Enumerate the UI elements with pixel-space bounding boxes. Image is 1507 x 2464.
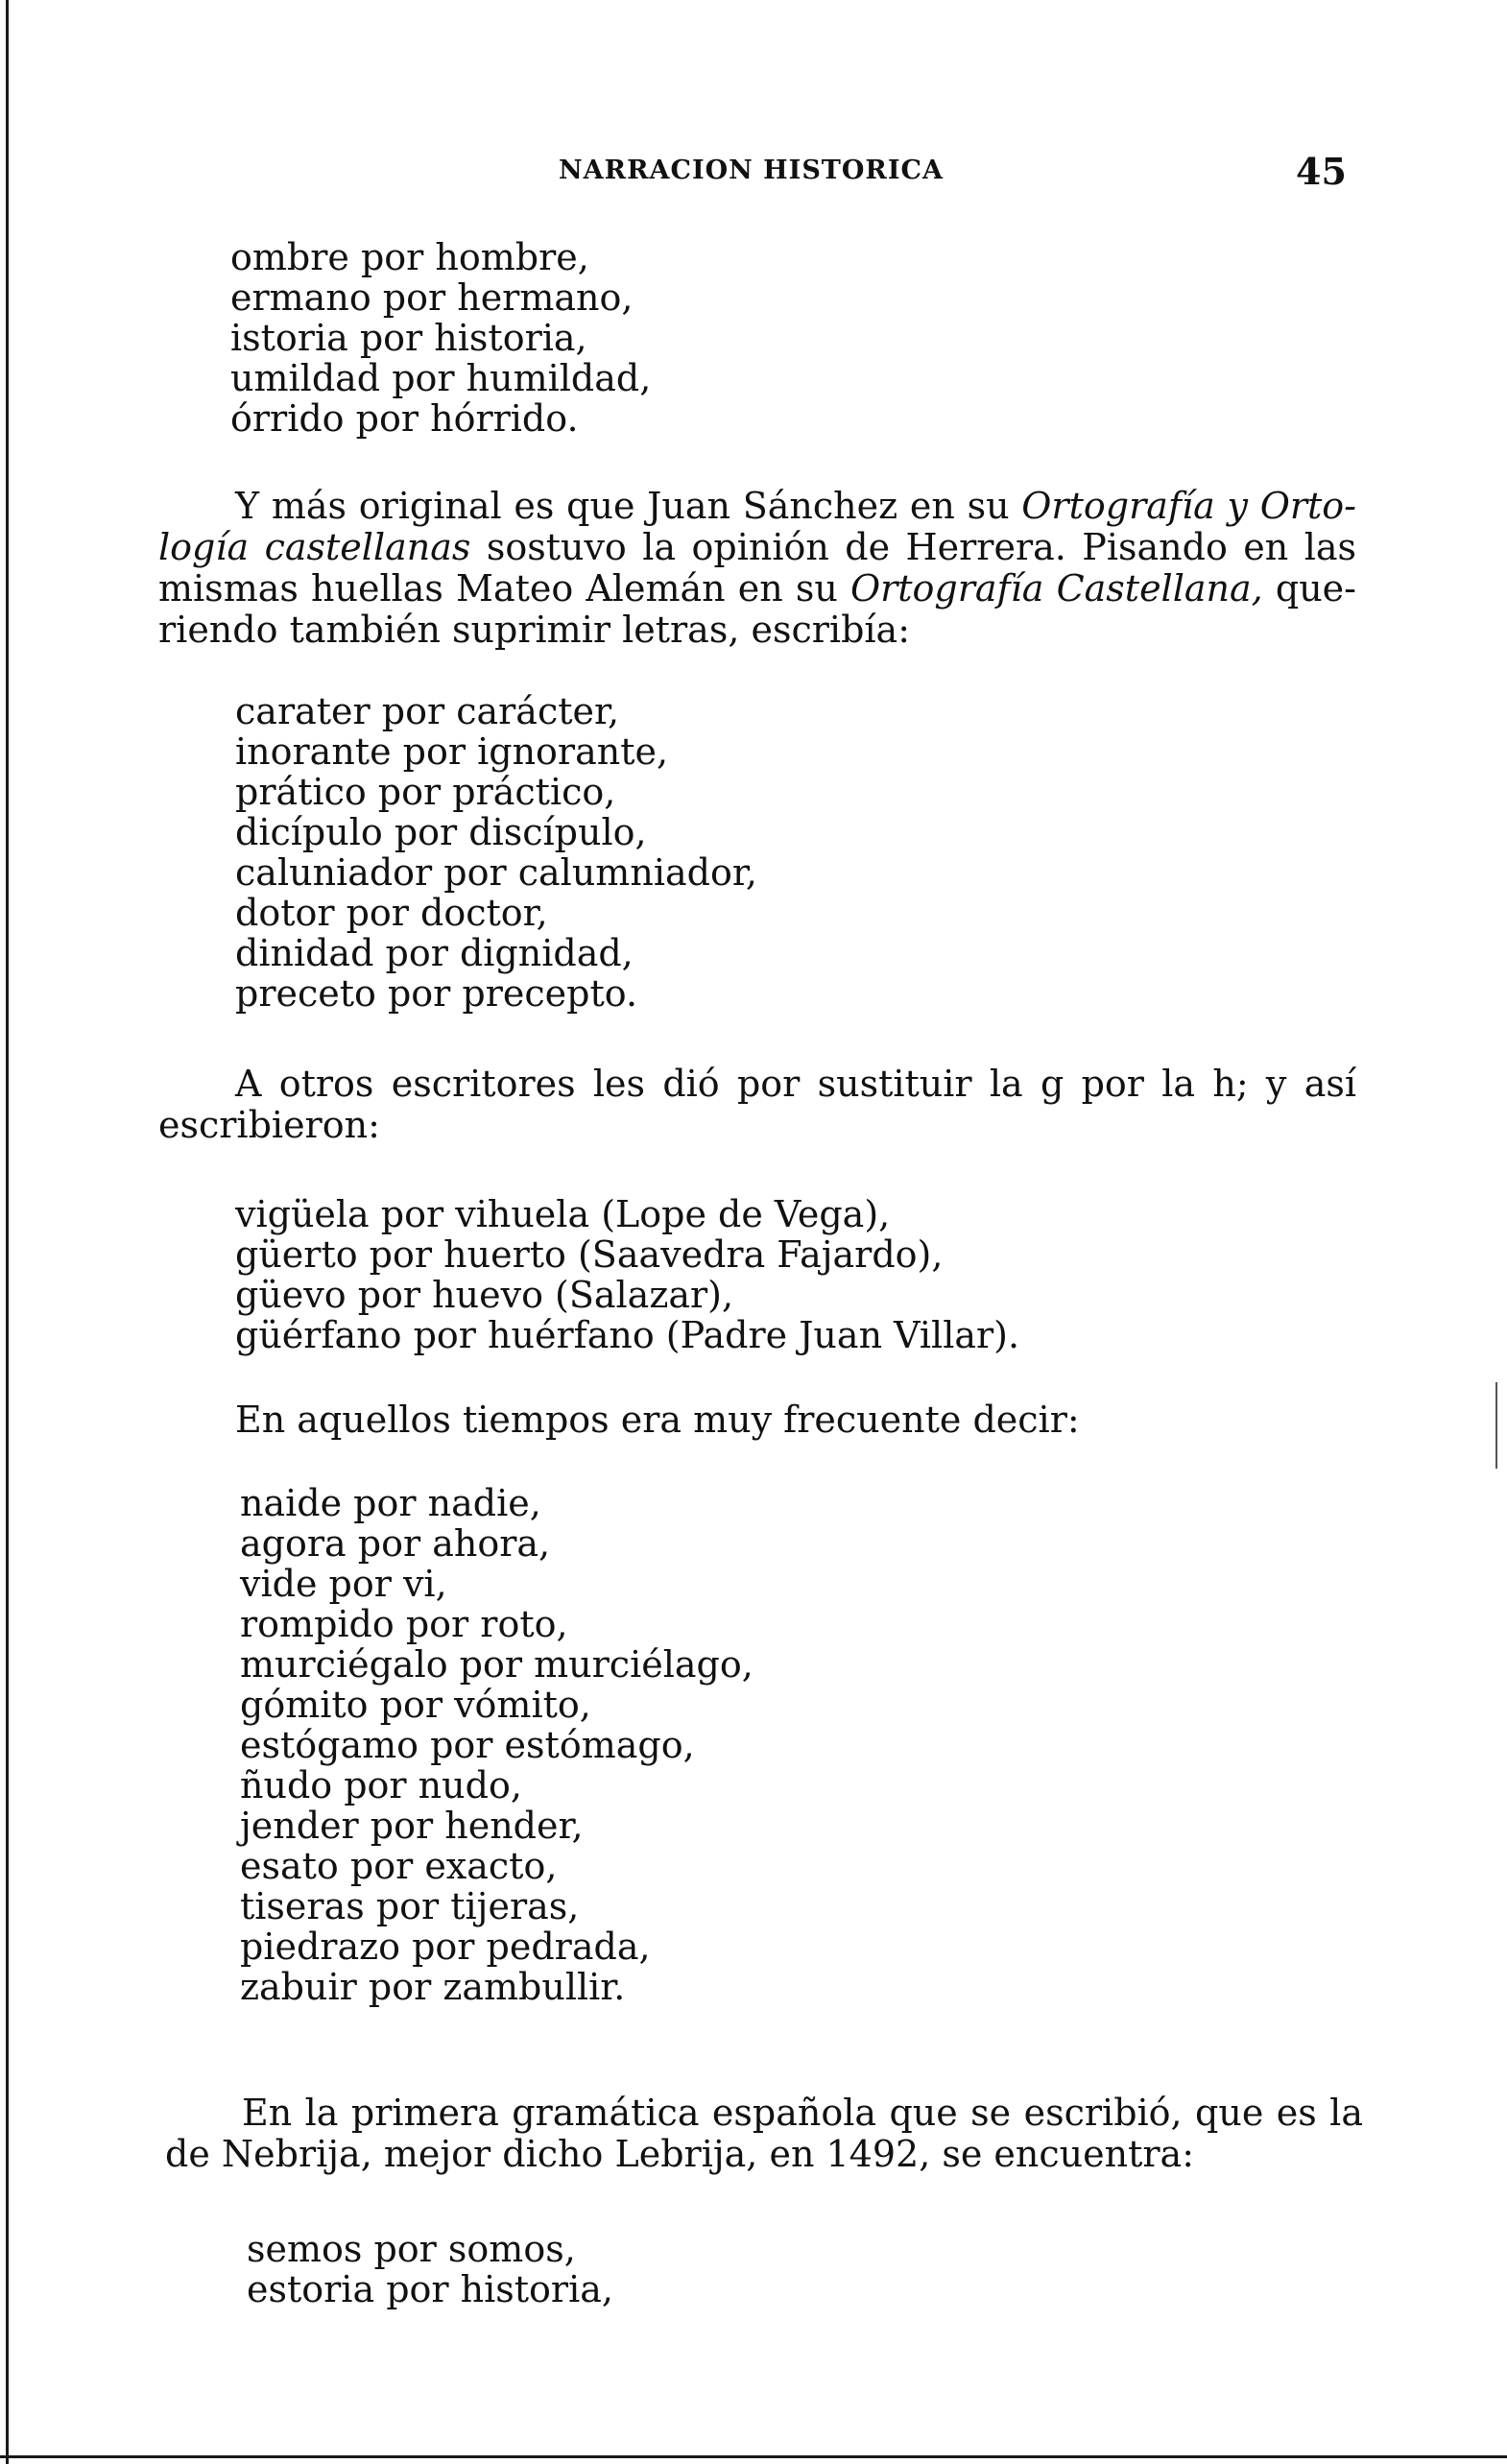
list-item: gómito por vómito,: [240, 1684, 591, 1726]
list-item: inorante por ignorante,: [235, 730, 669, 773]
word-list-5: [247, 2229, 613, 2309]
list-item: güérfano por huérfano (Padre Juan Villar).: [235, 1314, 1020, 1356]
list-item: semos por somos,: [247, 2228, 576, 2270]
list-item: dotor por doctor,: [235, 892, 548, 934]
list-item: dinidad por dignidad,: [235, 932, 634, 974]
page-header: [0, 150, 1507, 194]
list-item: rompido por roto,: [240, 1603, 568, 1645]
text-run: Y más original es que Juan Sánchez en su: [235, 485, 1022, 527]
list-item: vigüela por vihuela (Lope de Vega),: [235, 1193, 891, 1235]
paragraph-3: [158, 1399, 1356, 1441]
list-item: estógamo por estómago,: [240, 1724, 695, 1766]
list-item: agora por ahora,: [240, 1522, 551, 1565]
list-item: zabuir por zambullir.: [240, 1966, 626, 2008]
list-item: dicípulo por discípulo,: [235, 811, 647, 853]
paragraph-line: de Nebrija, mejor dicho Lebrija, en 1492, se encuentra:: [165, 2133, 1194, 2175]
scan-edge-right: [1495, 1382, 1497, 1469]
book-title: Ortografía y Orto-: [1021, 485, 1357, 527]
text-run: mismas huellas Mateo Alemán en su: [158, 567, 850, 610]
paragraph-line: escribieron:: [158, 1104, 380, 1146]
list-item: güevo por huevo (Salazar),: [235, 1274, 734, 1316]
scan-edge-bottom: [0, 2455, 1507, 2458]
list-item: tiseras por tijeras,: [240, 1885, 580, 1927]
book-title: Ortografía Castellana,: [849, 567, 1263, 610]
text-run: sostuvo la opinión de Herrera. Pisando en las: [470, 526, 1356, 568]
list-item: jender por hender,: [240, 1805, 584, 1847]
list-item: preceto por precepto.: [235, 972, 638, 1015]
text-run: que-: [1262, 567, 1356, 610]
word-list-3: [235, 1194, 1019, 1355]
paragraph-1: [158, 486, 1356, 651]
paragraph-line: En aquellos tiempos era muy frecuente decir:: [235, 1399, 1080, 1441]
word-list-2: [235, 691, 757, 1014]
list-item: piedrazo por pedrada,: [240, 1926, 651, 1968]
scan-edge-left: [6, 0, 9, 2464]
book-title: logía castellanas: [158, 526, 471, 568]
list-item: carater por carácter,: [235, 690, 620, 732]
list-item: ombre por hombre,: [230, 236, 589, 278]
paragraph-4: [165, 2093, 1363, 2175]
list-item: vide por vi,: [240, 1563, 447, 1605]
list-item: caluniador por calumniador,: [235, 851, 757, 894]
list-item: güerto por huerto (Saavedra Fajardo),: [235, 1233, 944, 1276]
list-item: estoria por historia,: [247, 2268, 613, 2310]
paragraph-line: [158, 527, 1356, 568]
paragraph-line: [158, 568, 1356, 610]
paragraph-line: [158, 486, 1356, 527]
list-item: ñudo por nudo,: [240, 1764, 522, 1806]
list-item: istoria por historia,: [230, 317, 587, 359]
list-item: prático por práctico,: [235, 771, 616, 813]
paragraph-line: riendo también suprimir letras, escribía:: [158, 609, 911, 651]
paragraph-2: [158, 1064, 1356, 1146]
page-number: 45: [1296, 150, 1347, 193]
word-list-4: [240, 1483, 754, 2007]
paragraph-line: A otros escritores les dió por sustituir la g por la h; y así: [235, 1063, 1356, 1105]
list-item: ermano por hermano,: [230, 276, 634, 319]
list-item: esato por exacto,: [240, 1845, 558, 1887]
running-head: NARRACION HISTORICA: [559, 155, 944, 185]
word-list-1: [230, 237, 651, 439]
list-item: naide por nadie,: [240, 1482, 541, 1524]
paragraph-line: En la primera gramática española que se escribió, que es la: [242, 2092, 1363, 2134]
list-item: órrido por hórrido.: [230, 397, 579, 440]
list-item: umildad por humildad,: [230, 357, 652, 399]
list-item: murciégalo por murciélago,: [240, 1643, 754, 1686]
